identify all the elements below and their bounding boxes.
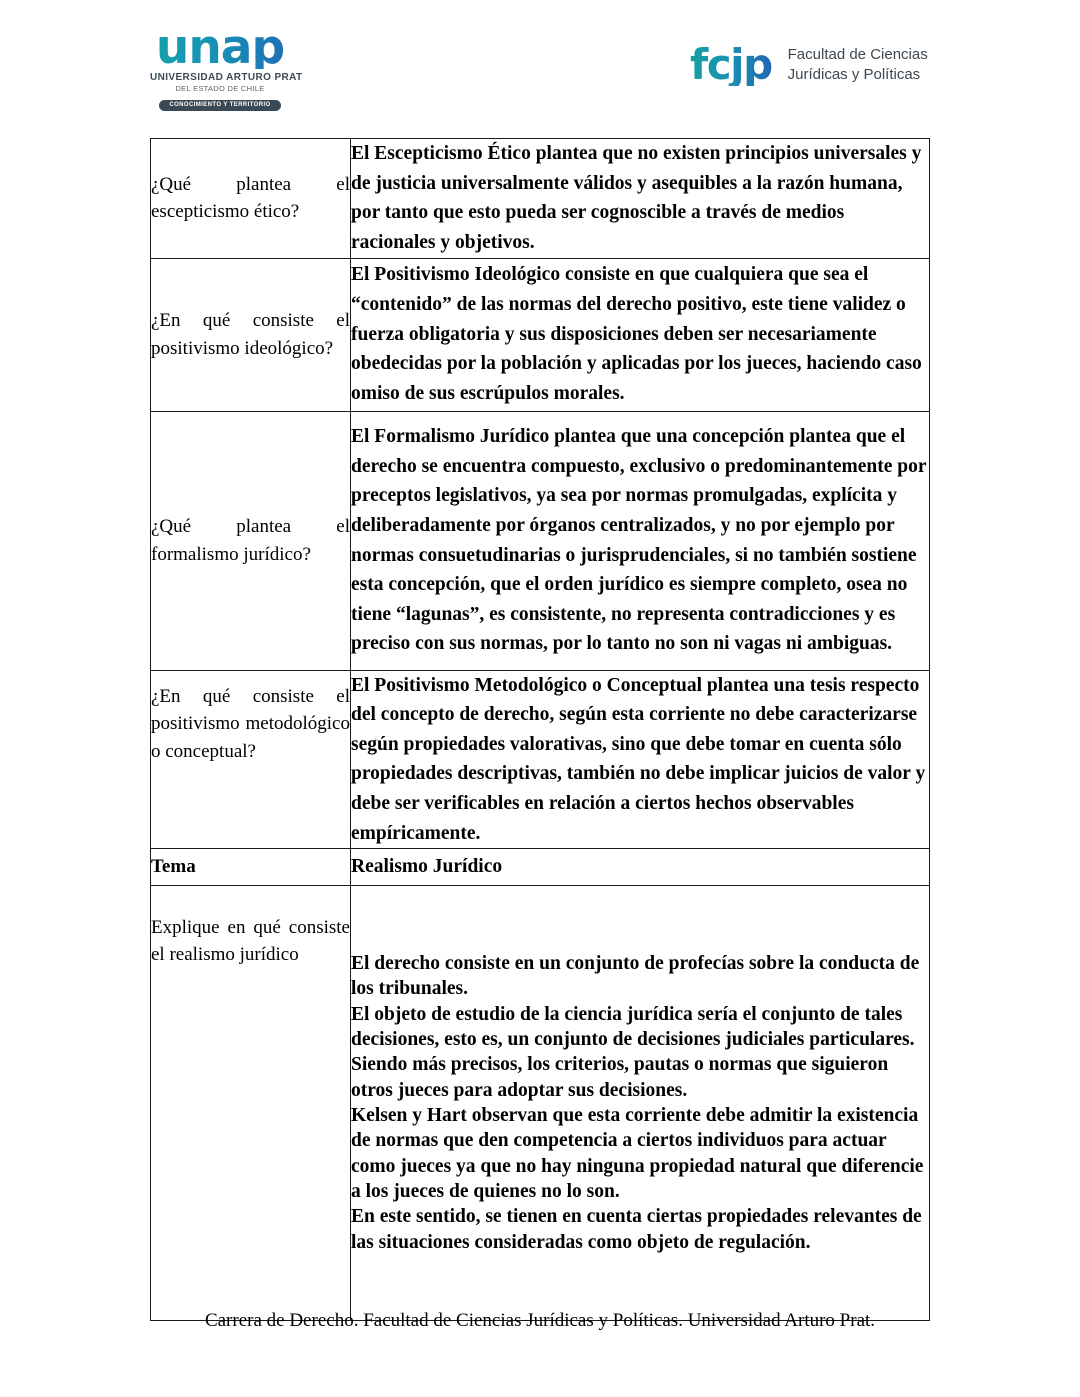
fcjp-faculty-line2: Jurídicas y Políticas: [787, 66, 921, 83]
unap-university-name: UNIVERSIDAD ARTURO PRAT: [150, 72, 303, 84]
answer-cell: El Positivismo Ideológico consiste en que cualquiera que sea el “contenido” de las normas del derecho positivo, este tiene validez o fuerza obligatoria y sus disposiciones deben ser necesariamente obedecidas por la población y aplicadas por los jueces, haciendo caso omiso de sus escrúpulos morales.: [351, 258, 930, 411]
unap-logo: [150, 20, 303, 111]
answer-cell: El Positivismo Metodológico o Conceptual plantea una tesis respecto del concepto de derecho, según esta corriente no debe caracterizarse según propiedades valorativas, sino que debe tomar en cuenta sólo propiedades descriptivas, también no debe implicar juicios de valor y debe ser verificables en relación a ciertos hechos observables empíricamente.: [351, 670, 930, 849]
answer-paragraph: Kelsen y Hart observan que esta corriente debe admitir la existencia de normas que den competencia a ciertos individuos para actuar como jueces ya que no hay ninguna propiedad natural que diferencie a los jueces de quienes no lo son.: [351, 1104, 924, 1202]
question-cell: ¿Qué plantea el escepticismo ético?: [151, 139, 351, 259]
page-footer: Carrera de Derecho. Facultad de Ciencias Jurídicas y Políticas. Universidad Arturo Prat.: [204, 1310, 876, 1331]
section-value-cell: Realismo Jurídico: [351, 849, 930, 886]
table-row: [151, 885, 930, 1320]
fcjp-faculty-name: [788, 45, 928, 85]
answer-paragraph: En este sentido, se tienen en cuenta ciertas propiedades relevantes de las situaciones consideradas como objeto de regulación.: [351, 1206, 922, 1253]
unap-tagline-badge: CONOCIMIENTO Y TERRITORIO: [159, 100, 280, 111]
table-row: [151, 411, 930, 670]
fcjp-faculty-line1: Facultad de Ciencias: [787, 46, 928, 64]
questions-table: [150, 138, 930, 1321]
question-cell: ¿En qué consiste el positivismo metodológico o conceptual?: [151, 670, 351, 849]
answer-cell: [351, 885, 930, 1320]
answer-paragraph: El objeto de estudio de la ciencia jurídica sería el conjunto de tales decisiones, esto es, un conjunto de decisiones judiciales particulares. Siendo más precisos, los criterios, pautas o normas que siguieron otros jueces para adoptar sus decisiones.: [351, 1003, 915, 1101]
question-cell: Explique en qué consiste el realismo jurídico: [151, 885, 351, 1320]
table-row: [151, 670, 930, 849]
table-row: [151, 139, 930, 259]
fcjp-logo: [690, 40, 928, 89]
table-row: [151, 258, 930, 411]
question-cell: ¿En qué consiste el positivismo ideológico?: [151, 258, 351, 411]
answer-cell: El Formalismo Jurídico plantea que una concepción plantea que el derecho se encuentra compuesto, exclusivo o predominantemente por preceptos legislativos, ya sea por normas promulgadas, explícita y deliberadamente por órganos centralizados, y no por ejemplo por normas consuetudinarias o jurisprudenciales, si no también sostiene esta concepción, que el orden jurídico es siempre completo, osea no tiene “lagunas”, es consistente, no representa contradicciones y es preciso con sus normas, por lo tanto no son ni vagas ni ambiguas.: [351, 411, 930, 670]
unap-wordmark-icon: unap: [150, 26, 290, 69]
table-row-tema: [151, 849, 930, 886]
section-label-cell: Tema: [151, 849, 351, 886]
unap-university-subtitle: DEL ESTADO DE CHILE: [175, 84, 265, 94]
answer-cell: El Escepticismo Ético plantea que no existen principios universales y de justicia universalmente válidos y asequibles a la razón humana, por tanto que esto pueda ser cognoscible a través de medios racionales y objetivos.: [351, 139, 930, 259]
page-header: [0, 0, 1080, 130]
fcjp-wordmark-icon: fcjp: [690, 40, 772, 89]
question-cell: ¿Qué plantea el formalismo jurídico?: [151, 411, 351, 670]
answer-paragraph: El derecho consiste en un conjunto de profecías sobre la conducta de los tribunales.: [351, 952, 920, 1000]
